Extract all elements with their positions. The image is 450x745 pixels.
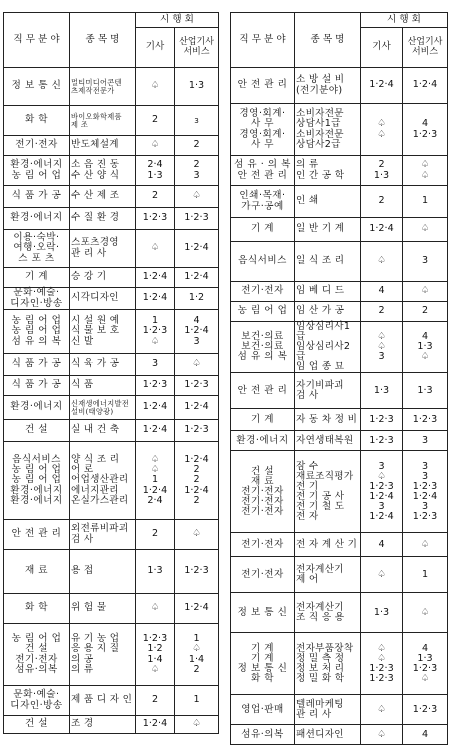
engineer-cell: 1·3 [136, 550, 175, 594]
table-row [231, 409, 448, 431]
field-cell: 전기·전자 [4, 136, 70, 156]
engineer-cell: 1·2·3 [136, 376, 175, 396]
table-row [231, 533, 448, 557]
engineer-cell: 4 [361, 282, 403, 302]
item-cell: 승 강 기 [70, 268, 136, 288]
industrial-cell: 1·2·4 [403, 68, 448, 104]
industrial-cell: 2 [175, 136, 219, 156]
header-field: 직 무 분 야 [231, 13, 295, 68]
table-row [4, 68, 219, 106]
item-cell: 잠 수 재료조직평가 전 기 전 기 공 사 전 기 철 도 전 자 [295, 451, 361, 533]
field-cell: 보건·의료 보건·의료 섬 유 의 복 [231, 322, 295, 373]
header-field: 직 무 분 야 [4, 13, 70, 68]
schedule-table-right [230, 12, 448, 745]
industrial-cell: 1·3 [403, 373, 448, 409]
item-cell: 유 기 농 업 응 용 지 질 의 공 의 류 [70, 624, 136, 686]
item-cell: 소 음 진 동 수 산 양 식 [70, 156, 136, 186]
industrial-cell: 1·2·3 [175, 420, 219, 442]
item-cell: 텔레마케팅 관 리 사 [295, 695, 361, 725]
field-cell: 인쇄·목재· 가구·공예 [231, 186, 295, 218]
field-cell: 정 보 통 신 [4, 68, 70, 106]
engineer-cell: ♤ [136, 594, 175, 624]
item-cell: 수 산 제 조 [70, 186, 136, 208]
table-row [4, 288, 219, 310]
field-cell: 건 설 [4, 420, 70, 442]
industrial-cell: 1·2·3 [403, 409, 448, 431]
industrial-cell: 2 3 [175, 156, 219, 186]
header-engineer: 기사 [136, 28, 175, 68]
industrial-cell: ♤ [175, 716, 219, 734]
engineer-cell: 1·2·4 [136, 396, 175, 420]
field-cell: 기 계 [231, 218, 295, 242]
item-cell: 의 류 인 간 공 학 [295, 156, 361, 186]
field-cell: 전기·전자 [231, 282, 295, 302]
engineer-cell: 3 [136, 354, 175, 376]
item-cell: 자 동 차 정 비 [295, 409, 361, 431]
table-row [4, 354, 219, 376]
field-cell: 영업·판매 [231, 695, 295, 725]
item-cell: 수 질 환 경 [70, 208, 136, 230]
industrial-cell: 1 [175, 686, 219, 716]
table-row [231, 725, 448, 745]
header-engineer: 기사 [361, 28, 403, 68]
engineer-cell: ♤ [361, 725, 403, 745]
industrial-cell: 1·2·4 2 2 1·2·4 2 [175, 442, 219, 520]
field-cell: 전기·전자 [231, 557, 295, 593]
industrial-cell: ♤ [175, 354, 219, 376]
industrial-cell: 1·3 [175, 68, 219, 106]
engineer-cell: 1·2·3 [361, 409, 403, 431]
industrial-cell: ♤ [403, 218, 448, 242]
item-cell: 임상심리사1급 임상심리사2급 임 업 종 묘 [295, 322, 361, 373]
industrial-cell: 4 1·3 ♤ [403, 322, 448, 373]
table-row [4, 268, 219, 288]
item-cell: 실 내 건 축 [70, 420, 136, 442]
field-cell: 환경·에너지 농 림 어 업 [4, 156, 70, 186]
item-cell: 자연생태복원 [295, 431, 361, 451]
field-cell: 식 품 가 공 [4, 354, 70, 376]
field-cell: 식 품 가 공 [4, 376, 70, 396]
table-row [4, 230, 219, 268]
item-cell: 임 산 가 공 [295, 302, 361, 322]
header-industrial: 산업기사 서비스 [403, 28, 448, 68]
engineer-cell: ♤ [361, 242, 403, 282]
table-row [231, 373, 448, 409]
industrial-cell: 1·2 [175, 288, 219, 310]
engineer-cell: ♤ [136, 230, 175, 268]
industrial-cell: 4 1·2·3 [403, 104, 448, 156]
item-cell: 반도체설계 [70, 136, 136, 156]
item-cell: 바이오화학제품 제 조 [70, 106, 136, 136]
industrial-cell: 4 [403, 725, 448, 745]
industrial-cell: 1·2·3 [175, 376, 219, 396]
item-cell: 소 방 설 비 (전기분야) [295, 68, 361, 104]
table-row [231, 156, 448, 186]
field-cell: 기 계 [231, 409, 295, 431]
item-cell: 일 식 조 리 [295, 242, 361, 282]
engineer-cell: ♤ ♤ [361, 104, 403, 156]
field-cell: 섬유·의복 [231, 725, 295, 745]
item-cell: 임 베 디 드 [295, 282, 361, 302]
item-cell: 스포츠경영 관 리 사 [70, 230, 136, 268]
item-cell: 시각디자인 [70, 288, 136, 310]
engineer-cell: 1·2·4 [136, 716, 175, 734]
engineer-cell: 1·2·4 [136, 288, 175, 310]
engineer-cell: 1·3 [361, 593, 403, 633]
schedule-body-left [4, 68, 219, 734]
header-item: 종 목 명 [70, 13, 136, 68]
field-cell: 안 전 관 리 [231, 68, 295, 104]
industrial-cell: ♤ [403, 282, 448, 302]
industrial-cell: 1 [403, 186, 448, 218]
field-cell: 전기·전자 [231, 533, 295, 557]
item-cell: 양 식 조 리 어 로 어업생산관리 에너지관리 온실가스관리 [70, 442, 136, 520]
table-row [4, 550, 219, 594]
field-cell: 기 계 기 계 정 보 통 신 화 학 [231, 633, 295, 695]
engineer-cell: 2 [136, 686, 175, 716]
table-row [4, 208, 219, 230]
field-cell: 음식서비스 [231, 242, 295, 282]
industrial-cell: 1·2·4 [175, 268, 219, 288]
item-cell: 제 품 디 자 인 [70, 686, 136, 716]
header-exam-round: 시 행 회 [136, 13, 219, 28]
table-row [4, 442, 219, 520]
engineer-cell: 4 [361, 533, 403, 557]
engineer-cell: 2 [361, 302, 403, 322]
table-row [231, 282, 448, 302]
engineer-cell: 2·4 1·3 [136, 156, 175, 186]
item-cell: 신재생에너지발전 설비(태양광) [70, 396, 136, 420]
table-row [231, 695, 448, 725]
field-cell: 건 설 [4, 716, 70, 734]
table-row [231, 322, 448, 373]
engineer-cell: ♤ [136, 68, 175, 106]
engineer-cell: ♤ ♤ 1 1·2·4 2·4 [136, 442, 175, 520]
field-cell: 안 전 관 리 [4, 520, 70, 550]
field-cell: 이용·숙박· 여행·오락· 스 포 츠 [4, 230, 70, 268]
field-cell: 환경·에너지 [4, 208, 70, 230]
engineer-cell: 1·2·3 [136, 208, 175, 230]
engineer-cell: 1 1·2·3 ♤ [136, 310, 175, 354]
engineer-cell: ♤ ♤ 1·2·3 1·2·3 [361, 633, 403, 695]
table-row [231, 593, 448, 633]
item-cell: 멀티미디어콘텐 츠제작전문가 [70, 68, 136, 106]
item-cell: 전자부품장착 정 밀 측 정 정 보 처 리 정 밀 화 학 [295, 633, 361, 695]
table-row [231, 431, 448, 451]
table-row [231, 68, 448, 104]
item-cell: 소비자전문 상담사1급 소비자전문 상담사2급 [295, 104, 361, 156]
table-row [4, 156, 219, 186]
engineer-cell: 1·2·4 [136, 420, 175, 442]
industrial-cell: 3 [403, 242, 448, 282]
table-row [4, 186, 219, 208]
engineer-cell: 2 [136, 186, 175, 208]
header-exam-round: 시 행 회 [361, 13, 448, 28]
table-row [4, 520, 219, 550]
item-cell: 위 험 물 [70, 594, 136, 624]
table-row [4, 624, 219, 686]
industrial-cell: ♤ [403, 533, 448, 557]
field-cell: 화 학 [4, 106, 70, 136]
table-row [231, 104, 448, 156]
engineer-cell: 1·2·4 [136, 268, 175, 288]
field-cell: 환경·에너지 [4, 396, 70, 420]
item-cell: 외전류비파괴 검 사 [70, 520, 136, 550]
table-row [4, 686, 219, 716]
industrial-cell: 1·2·4 [175, 230, 219, 268]
table-row [4, 396, 219, 420]
item-cell: 시 설 원 예 식 물 보 호 신 발 [70, 310, 136, 354]
engineer-cell: ♤ [361, 557, 403, 593]
table-row [4, 716, 219, 734]
field-cell: 음식서비스 농 림 어 업 농 림 어 업 환경·에너지 환경·에너지 [4, 442, 70, 520]
engineer-cell: 2 [361, 186, 403, 218]
engineer-cell: 2 1·3 [361, 156, 403, 186]
table-row [4, 310, 219, 354]
table-row [4, 106, 219, 136]
table-row [231, 186, 448, 218]
header-item: 종 목 명 [295, 13, 361, 68]
table-row [231, 242, 448, 282]
schedule-table-left [3, 12, 219, 734]
engineer-cell: ♤ ♤ 3 [361, 322, 403, 373]
field-cell: 건 설 재 료 전기·전자 전기·전자 전기·전자 [231, 451, 295, 533]
item-cell: 식 품 [70, 376, 136, 396]
field-cell: 기 계 [4, 268, 70, 288]
industrial-cell: 1·2·3 [175, 550, 219, 594]
engineer-cell: ♤ [136, 136, 175, 156]
table-row [231, 557, 448, 593]
engineer-cell: 1·2·3 [361, 431, 403, 451]
field-cell: 재 료 [4, 550, 70, 594]
field-cell: 경영·회계· 사 무 경영·회계· 사 무 [231, 104, 295, 156]
item-cell: 조 경 [70, 716, 136, 734]
industrial-cell: 4 1·2·4 3 [175, 310, 219, 354]
industrial-cell: 1 [403, 557, 448, 593]
industrial-cell: 1·2·4 [175, 396, 219, 420]
item-cell: 자기비파괴 검 사 [295, 373, 361, 409]
field-cell: 농 림 어 업 농 림 어 업 섬 유 의 복 [4, 310, 70, 354]
field-cell: 농 림 어 업 건 설 전기·전자 섬유·의복 [4, 624, 70, 686]
engineer-cell: 2 [136, 520, 175, 550]
schedule-body-right [231, 68, 448, 745]
industrial-cell: ♤ ♤ [403, 156, 448, 186]
industrial-cell: 1·2·3 [403, 695, 448, 725]
item-cell: 인 쇄 [295, 186, 361, 218]
engineer-cell: 1·2·4 [361, 218, 403, 242]
field-cell: 안 전 관 리 [231, 373, 295, 409]
field-cell: 문화·예술· 디자인·방송 [4, 288, 70, 310]
field-cell: 농 림 어 업 [231, 302, 295, 322]
item-cell: 전자계산기 제 어 [295, 557, 361, 593]
table-row [231, 633, 448, 695]
field-cell: 문화·예술· 디자인·방송 [4, 686, 70, 716]
industrial-cell: ♤ [175, 520, 219, 550]
item-cell: 전 자 계 산 기 [295, 533, 361, 557]
table-row [231, 451, 448, 533]
item-cell: 전자계산기 조 직 응 용 [295, 593, 361, 633]
industrial-cell: 1·2·3 [175, 208, 219, 230]
engineer-cell: 1·3 [361, 373, 403, 409]
engineer-cell: 1·2·3 1·2 1·4 ♤ [136, 624, 175, 686]
table-row [4, 376, 219, 396]
industrial-cell: 1·2·4 [175, 594, 219, 624]
item-cell: 패션디자인 [295, 725, 361, 745]
field-cell: 환경·에너지 [231, 431, 295, 451]
item-cell: 일 반 기 계 [295, 218, 361, 242]
engineer-cell: 3 ♤ 1·2·3 1·2·4 3 1·2·4 [361, 451, 403, 533]
field-cell: 정 보 통 신 [231, 593, 295, 633]
table-row [4, 420, 219, 442]
field-cell: 식 품 가 공 [4, 186, 70, 208]
item-cell: 식 육 가 공 [70, 354, 136, 376]
table-row [4, 136, 219, 156]
engineer-cell: 1·2·4 [361, 68, 403, 104]
table-row [231, 218, 448, 242]
industrial-cell: 4 1·3 1·2·3 ♤ [403, 633, 448, 695]
field-cell: 화 학 [4, 594, 70, 624]
industrial-cell: 3 3 1·2·3 1·2·4 3 1·2·3 [403, 451, 448, 533]
table-row [231, 302, 448, 322]
industrial-cell: 1 ♤ 1·4 2 [175, 624, 219, 686]
table-row [4, 594, 219, 624]
industrial-cell: ♤ [403, 593, 448, 633]
industrial-cell: 3 [175, 106, 219, 136]
engineer-cell: 2 [136, 106, 175, 136]
industrial-cell: ♤ [175, 186, 219, 208]
field-cell: 섬 유 · 의 복 안 전 관 리 [231, 156, 295, 186]
item-cell: 용 접 [70, 550, 136, 594]
header-industrial: 산업기사 서비스 [175, 28, 219, 68]
engineer-cell: ♤ [361, 695, 403, 725]
industrial-cell: 3 [403, 431, 448, 451]
industrial-cell: 2 [403, 302, 448, 322]
